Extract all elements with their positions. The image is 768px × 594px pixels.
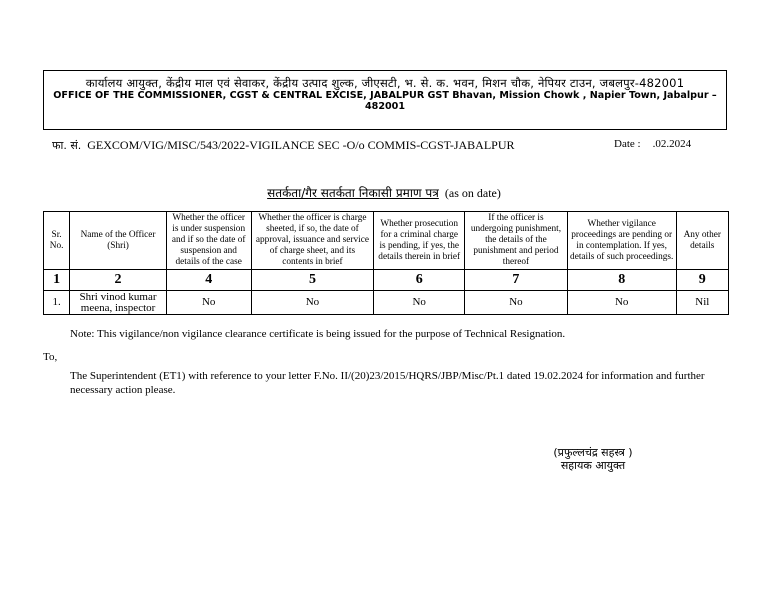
column-header-officer-name: Name of the Officer (Shri) <box>70 212 167 270</box>
cell-suspension: No <box>166 291 251 315</box>
signature-block <box>520 446 666 472</box>
addressee-paragraph: The Superintendent (ET1) with reference to your letter F.No. II/(20)23/2015/HQRS/JBP/Misc/Pt.1 dated 19.02.2024 for information and further necessary action please. <box>70 370 705 396</box>
column-header-sr-no: Sr. No. <box>44 212 70 270</box>
column-header-suspension: Whether the officer is under suspension and if so the date of suspension and details of the case <box>166 212 251 270</box>
column-number: 8 <box>567 270 676 291</box>
column-number: 1 <box>44 270 70 291</box>
date-label: Date : <box>614 138 641 150</box>
file-reference-number: GEXCOM/VIG/MISC/543/2022-VIGILANCE SEC -O/o COMMIS-CGST-JABALPUR <box>87 138 515 152</box>
signatory-designation: सहायक आयुक्त <box>560 459 626 472</box>
file-reference-prefix: फा. सं. <box>52 139 82 152</box>
signatory-name: (प्रफुल्लचंद्र सहस्त्र ) <box>553 446 633 459</box>
column-number: 2 <box>70 270 167 291</box>
cell-prosecution: No <box>374 291 465 315</box>
column-header-vigilance-proceedings: Whether vigilance proceedings are pending or in contemplation. If yes, details of such proceedings. <box>567 212 676 270</box>
office-header <box>43 70 727 130</box>
office-header-hindi: कार्यालय आयुक्त, केंद्रीय माल एवं सेवाकर, केंद्रीय उत्पाद शुल्क, जीएसटी, भ. से. क. भवन, मिशन चौक, नेपियर टाउन, जबलपुर-482001 <box>85 76 685 90</box>
column-number: 7 <box>465 270 568 291</box>
cell-officer-name: Shri vinod kumar meena, inspector <box>70 291 167 315</box>
table-row <box>44 291 729 315</box>
document-date <box>614 138 691 150</box>
column-number: 9 <box>676 270 728 291</box>
column-number: 5 <box>251 270 374 291</box>
column-number-row <box>44 270 729 291</box>
column-number: 4 <box>166 270 251 291</box>
clearance-table <box>43 211 729 315</box>
column-header-prosecution: Whether prosecution for a criminal charge is pending, if yes, the details therein in brief <box>374 212 465 270</box>
cell-other-details: Nil <box>676 291 728 315</box>
table-header-row <box>44 212 729 270</box>
office-header-english: OFFICE OF THE COMMISSIONER, CGST & CENTRAL EXCISE, JABALPUR GST Bhavan, Mission Chowk , Napier Town, Jabalpur – 482001 <box>53 90 717 112</box>
column-header-other-details: Any other details <box>676 212 728 270</box>
column-number: 6 <box>374 270 465 291</box>
certificate-title <box>0 184 768 201</box>
addressee-label: To, <box>43 351 58 363</box>
certificate-title-hindi: सतर्कता/गैर सतर्कता निकासी प्रमाण पत्र <box>267 186 439 200</box>
cell-vigilance-proceedings: No <box>567 291 676 315</box>
file-reference <box>52 138 515 153</box>
cell-punishment: No <box>465 291 568 315</box>
certificate-note: Note: This vigilance/non vigilance clearance certificate is being issued for the purpose of Technical Resignation. <box>70 328 566 340</box>
cell-sr-no: 1. <box>44 291 70 315</box>
date-value: .02.2024 <box>652 138 692 150</box>
certificate-title-note: (as on date) <box>444 186 501 200</box>
column-header-charge-sheet: Whether the officer is charge sheeted, if so, the date of approval, issuance and service of charge sheet, and its contents in brief <box>251 212 374 270</box>
cell-charge-sheet: No <box>251 291 374 315</box>
column-header-punishment: If the officer is undergoing punishment, the details of the punishment and period thereof <box>465 212 568 270</box>
